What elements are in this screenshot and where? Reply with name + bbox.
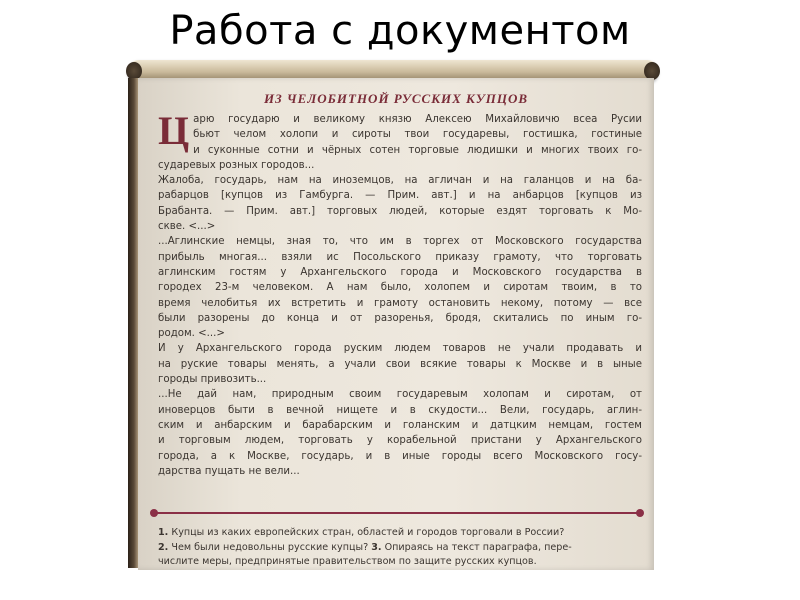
question-line	[158, 526, 642, 541]
document-body	[158, 108, 642, 479]
question-line	[158, 555, 642, 570]
text-line: ...Не дай нам, природным своим государевым холопам и сиротам, от	[158, 389, 642, 401]
text-line: и суконные сотни и чёрных сотен торговые людишки и многих твоих го-	[193, 144, 642, 156]
divider-dot-left	[150, 509, 158, 517]
text-line: родом. <...>	[158, 328, 225, 340]
text-line: городы привозить...	[158, 374, 267, 386]
text-line: ...Аглинские немцы, зная то, что им в торгех от Московского государства	[158, 236, 642, 248]
questions-block	[158, 526, 642, 570]
divider-dot-right	[636, 509, 644, 517]
text-line: И у Архангельского города руским людем товаров не учали продавать и	[158, 343, 642, 355]
text-line: сударевых розных городов...	[158, 159, 315, 171]
question-line	[158, 541, 642, 556]
question-number: 3.	[371, 541, 382, 553]
text-line: прибыль многая... взяли ис Посольского приказу грамоту, что торговать	[158, 251, 642, 263]
slide-title: Работа с документом	[169, 8, 631, 54]
question-text: Чем были недовольны русские купцы?	[168, 541, 372, 553]
question-number: 1.	[158, 527, 169, 538]
text-line: Брабанта. — Прим. авт.] торговых людей, которые ездят торговать к Мо-	[158, 205, 642, 217]
text-line: Жалоба, государь, нам на иноземцов, на агличан и на галанцов и на ба-	[158, 175, 642, 187]
text-line: и торговым людем, торговать у корабельной пристани у Архангельского	[158, 435, 642, 447]
text-line: города, а к Москве, государь, и в иные городы всего Московского госу-	[158, 450, 642, 462]
drop-cap: Ц	[158, 108, 190, 153]
question-text: числите меры, предпринятые правительством по защите русских купцов.	[158, 556, 537, 567]
text-line: скве. <...>	[158, 221, 216, 233]
scroll-edge	[128, 78, 138, 568]
text-line: городех 23-м человеком. А нам было, холопем и сиротам твоим, в то	[158, 282, 642, 294]
text-line: аглинским гостям у Архангельского города и Московского государства в	[158, 266, 642, 278]
question-text: Купцы из каких европейских стран, областей и городов торговали в России?	[168, 527, 565, 538]
text-line: рабарцов [купцов из Гамбурга. — Прим. авт.] и на анбарцов [купцов из	[158, 190, 642, 202]
section-divider	[154, 512, 640, 514]
text-line: иноверцов быти в вечной нищете и в скудости... Вели, государь, аглин-	[158, 404, 642, 416]
document-paper	[138, 78, 654, 570]
question-number: 2.	[158, 541, 169, 553]
text-line: арю государю и великому князю Алексею Михайловичю всеа Русии	[193, 114, 642, 125]
document-scroll	[128, 60, 658, 570]
text-line: время челобитья их встретить и грамоту остановить некому, потому — все	[158, 297, 642, 309]
text-line: дарства пущать не вели...	[158, 465, 300, 477]
text-line: ским и анбарским и барабарским и голанским и датцким немцам, гостем	[158, 419, 642, 431]
text-line: на руские товары менять, а учали свои всякие товары к Москве и в ыные	[158, 358, 642, 370]
question-text: Опираясь на текст параграфа, пере-	[381, 541, 572, 553]
text-line: были разорены до конца и от разоренья, бродя, скитались по иным го-	[158, 312, 642, 324]
document-heading: ИЗ ЧЕЛОБИТНОЙ РУССКИХ КУПЦОВ	[263, 91, 529, 106]
text-line: бьют челом холопи и сироты твои государевы, гостишка, гостиные	[193, 129, 642, 141]
